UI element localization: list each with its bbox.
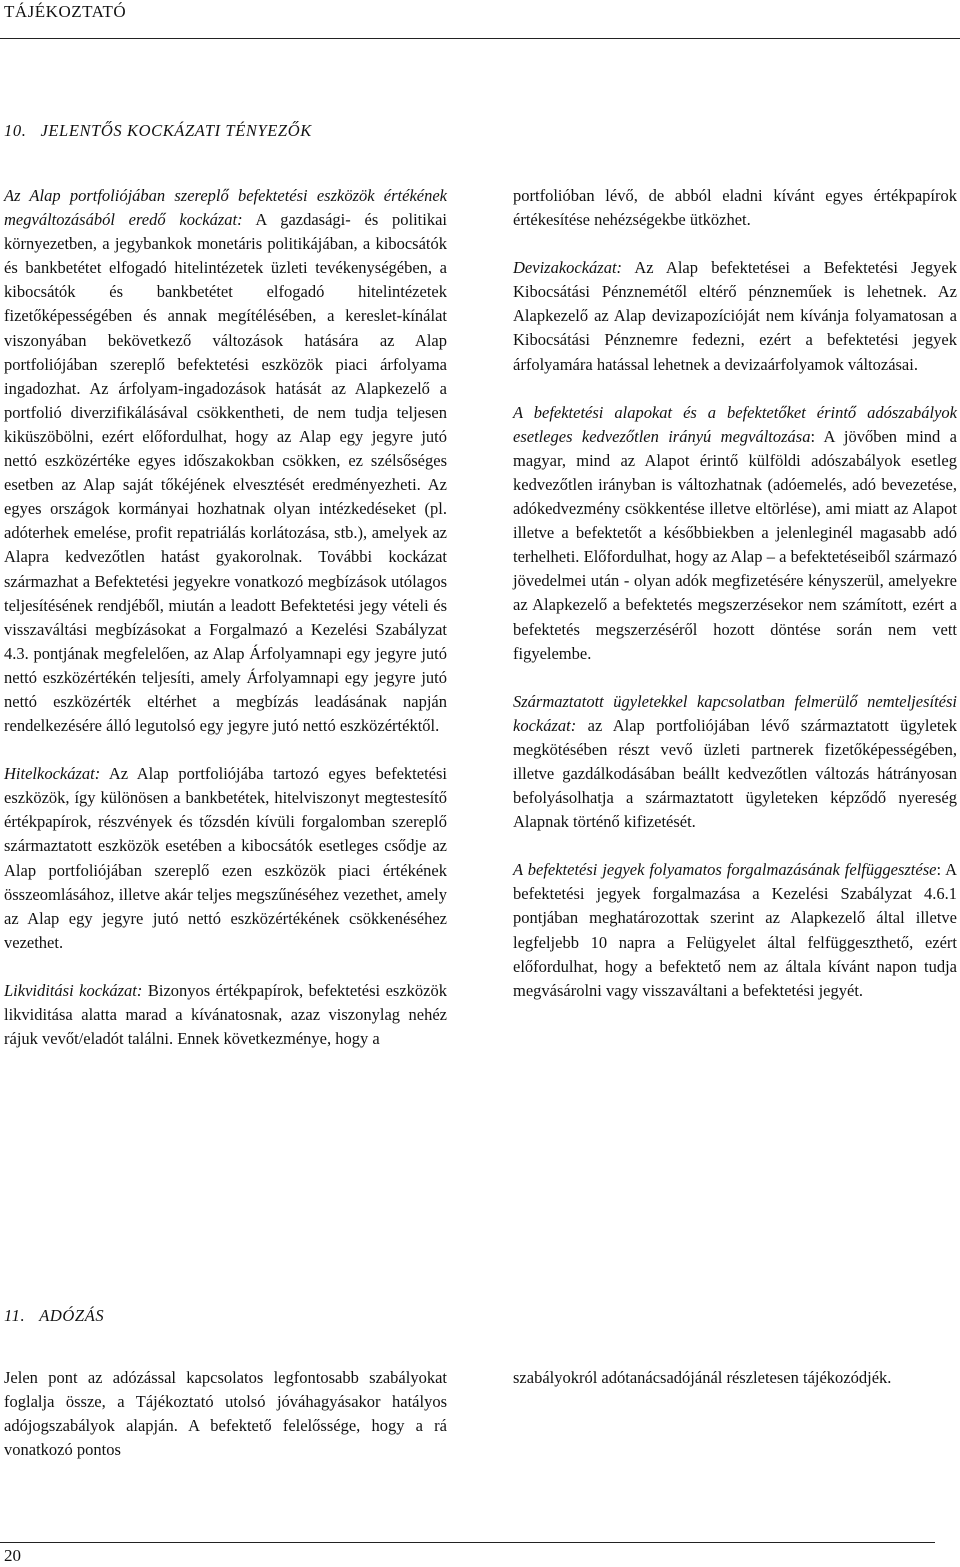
- section-11-title: ADÓZÁS: [39, 1306, 105, 1325]
- section-11-number: 11.: [4, 1306, 26, 1325]
- section-11-heading: [4, 1306, 104, 1326]
- footer-rule: [0, 1542, 935, 1543]
- risk-lead-derivatives: Származtatott ügyletekkel kapcsolatban felmerülő nemteljesítési kockázat:: [513, 691, 957, 735]
- risk-text-tax: : A jövőben mind a magyar, mind az Alapot érintő külföldi adószabályok esetleg kedvezőtlen irányban is változhatnak (adóemelés, adó bevezetése, adókedvezmény csökkentése illetve eltörlése), ami miatt az Alapot illetve a befektetőt a későbbiekben a jelenleginél magasabb adó terhelheti. Előfordulhat, hogy az Alap – a befektetéseiből származó jövedelmei után - olyan adók megfizetésére kényszerül, amelyekre az Alapkezelő a befektetés megszerzésekor nem számított, ezért a befektetés megszerzéséről hozott döntése során nem vett figyelembe.: [513, 426, 957, 663]
- risk-text-market: A gazdasági- és politikai környezetben, a jegybankok monetáris politikájában, a kibocsátók és bankbetétet elfogadó hitelintézetek üzleti tevékenységében, a kibocsátók és bankbetétet elfogadó hitelintézetek fizetőképességében és annak megítélésében, a kereslet-kínálat viszonyában bekövetkező változások hatására az Alap portfoliójában szereplő befektetési eszközök piaci árfolyama ingadozhat. Az árfolyam-ingadozások hatását az Alapkezelő a portfolió diverzifikálásával csökkentheti, de nem tudja teljesen kiküszöbölni, ezért előfordulhat, hogy az Alap egy jegyre jutó nettó eszközértéke egyes időszakokban csökken, ez szélsőséges esetben az Alap saját tőkéjének elvesztését eredményezheti. Az egyes országok kormányai hozhatnak olyan intézkedéseket (pl. adóterhek emelése, profit repatriálás korlátozása, stb.), amelyek az Alapra kedvezőtlen hatást gyakorolnak. További kockázat származhat a Befektetési jegyekre vonatkozó megbízások utólagos teljesítésének rendjéből, miután a leadott Befektetési jegy vételi és visszaváltási megbízásokat a Forgalmazó a Kezelési Szabályzat 4.3. pontjának megfelelően, az Alap Árfolyamnapi egy jegyre jutó nettó eszközértékén teljesíti, amely Árfolyamnapi egy jegyre jutó nettó eszközérték eltérhet a megbízás leadásának napján rendelkezésére álló legutolsó egy jegyre jutó nettó eszközértéktől.: [4, 210, 447, 736]
- risk-paragraph-derivatives: [513, 690, 957, 835]
- document-header-title: TÁJÉKOZTATÓ: [4, 2, 127, 21]
- header-rule: [0, 38, 960, 39]
- tax-paragraph-cont: szabályokról adótanácsadójánál részletesen tájékozódjék.: [513, 1368, 892, 1387]
- risk-text-credit: Az Alap portfoliójába tartozó egyes befektetési eszközök, így különösen a bankbetétek, hitelviszonyt megtestesítő értékpapírok, részvények és tőzsdén kívüli forgalomban szereplő származtatott eszközök esetében a kibocsátók esetleges csődje az Alap portfoliójában szereplő ezen eszközök piaci értékének összeomlásához, illetve akár teljes megszűnéséhez vezethet, amely az Alap egy jegyre jutó nettó eszközértékének csökkenéséhez vezethet.: [4, 764, 447, 952]
- section-10-number: 10.: [4, 121, 27, 140]
- risk-paragraph-currency: [513, 256, 957, 376]
- risk-lead-suspension: A befektetési jegyek folyamatos forgalmazásának felfüggesztése: [513, 860, 937, 880]
- risk-text-derivatives: az Alap portfoliójában lévő származtatott ügyletek megkötésében részt vevő üzleti partnerek fizetőképességében, illetve gazdálkodásában beállt kedvezőtlen változás hátrányosan befolyásolhatja a származtatott ügyleteken képződő nyereség Alapnak történő kifizetését.: [513, 715, 957, 832]
- section-10-heading: [4, 121, 312, 141]
- risk-lead-tax: A befektetési alapokat és a befektetőket érintő adószabályok esetleges kedvezőtlen irányú megváltozása: [513, 402, 957, 446]
- risk-text-liquidity-cont: portfolióban lévő, de abból eladni kívánt egyes értékpapírok értékesítése nehézségekbe ütközhet.: [513, 186, 957, 230]
- section-11-right-column: [513, 1366, 957, 1390]
- section-10-right-column: [513, 184, 957, 1003]
- tax-paragraph: Jelen pont az adózással kapcsolatos legfontosabb szabályokat foglalja össze, a Tájékoztató utolsó jóváhagyásakor hatályos adójogszabályok alapján. A befektető felelőssége, hogy a rá vonatkozó pontos: [4, 1368, 447, 1460]
- risk-paragraph-tax: [513, 401, 957, 666]
- risk-text-liquidity: Bizonyos értékpapírok, befektetési eszközök likviditása alatta marad a kívánatosnak, azaz viszonylag nehéz rájuk vevőt/eladót találni. Ennek következménye, hogy a: [4, 980, 447, 1049]
- risk-lead-currency: Devizakockázat:: [513, 258, 623, 278]
- section-11-left-column: [4, 1366, 447, 1462]
- risk-paragraph-suspension: [513, 858, 957, 1003]
- section-10-title: JELENTŐS KOCKÁZATI TÉNYEZŐK: [40, 121, 312, 140]
- risk-text-suspension: : A befektetési jegyek forgalmazása a Kezelési Szabályzat 4.6.1 pontjában meghatározottak szerint az Alapkezelő által illetve legfeljebb 10 napra a Felügyelet által felfüggeszthető, ezért előfordulhat, hogy a befektető nem az általa kívánt napon tudja megvásárolni vagy visszaváltani a befektetési jegyét.: [513, 860, 958, 1000]
- risk-lead-credit: Hitelkockázat:: [4, 764, 101, 784]
- risk-paragraph-liquidity: [4, 979, 447, 1051]
- section-10-left-column: [4, 184, 447, 1051]
- risk-lead-liquidity: Likviditási kockázat:: [4, 980, 143, 1000]
- page-number: 20: [4, 1546, 21, 1565]
- risk-paragraph-market: [4, 184, 447, 738]
- risk-text-currency: Az Alap befektetései a Befektetési Jegyek Kibocsátási Pénznemétől eltérő pénzneműek is lehetnek. Az Alapkezelő az Alap devizapozícióját nem kívánja folyamatosan a Kibocsátási Pénznemre fedezni, ezért a befektetési jegyek árfolyamára hatással lehetnek a devizaárfolyamok változásai.: [513, 258, 957, 374]
- risk-paragraph-credit: [4, 762, 447, 955]
- risk-paragraph-liquidity-cont: [513, 184, 957, 232]
- risk-lead-market: Az Alap portfoliójában szereplő befektetési eszközök értékének megváltozásából eredő kockázat:: [4, 186, 447, 230]
